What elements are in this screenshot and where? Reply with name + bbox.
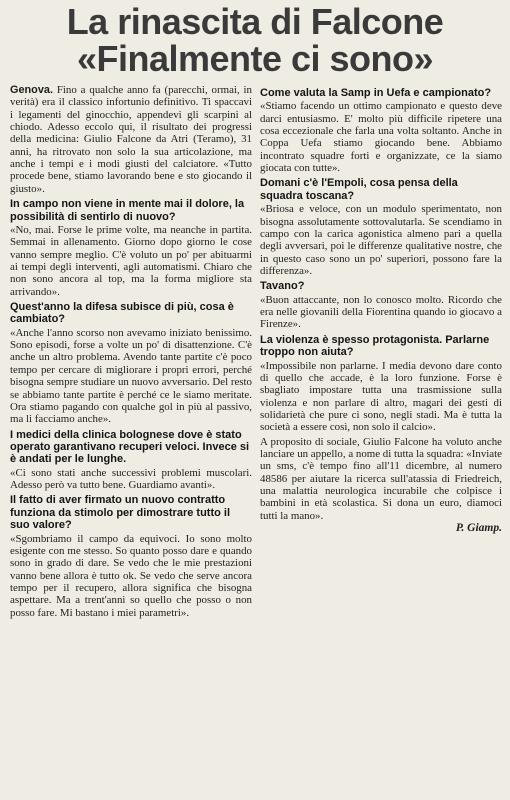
answer-2: «Anche l'anno scorso non avevamo iniziato benissimo. Sono episodi, forse a volte un po' di disattenzione. C'è anche un altro problema. Avendo tante partite c'è poco tempo per cercare di migliorare i propri errori, perché bisogna sempre studiare un nuovo avversario. Del resto se abbiamo tante partite è perché ce le siamo meritate. Ora stiamo pagando con qualche gol in più al passivo, ma li facciamo anche».	[10, 326, 252, 426]
author-signature: P. Giamp.	[455, 522, 502, 535]
question-2: Quest'anno la difesa subisce di più, cosa è cambiato?	[10, 300, 234, 326]
question-6: Domani c'è l'Empoli, cosa pensa della squadra toscana?	[260, 177, 458, 202]
intro-paragraph	[10, 84, 252, 195]
headline	[10, 1, 500, 79]
answer-4: «Sgombriamo il campo da equivoci. Io sono molto esigente con me stesso. So quanto posso dare e quando sono in grado di dare. Se vedo che le mie prestazioni vanno bene allora è tutto ok. Se vedo che serve ancora tempo per il recupero, allora significa che bisogna aspettare. Ma a trent'anni so quello che posso o non posso fare. Mi bastano i miei parametri».	[10, 532, 252, 619]
answer-6: «Briosa e veloce, con un modulo sperimentato, non bisogna assolutamente sottovalutarla. Se scendiamo in campo con la carica agonistica almeno pari a quella degli avversari, poi le differenze qualitative nostre, che in questo caso sono un po' superiori, possono fare la differenza».	[260, 203, 502, 277]
column-right	[260, 84, 502, 796]
question-8: La violenza è spesso protagonista. Parlarne troppo non aiuta?	[260, 333, 490, 359]
answer-7: «Buon attaccante, non lo conosco molto. Ricordo che era nelle giovanili della Fiorentina quando io giocavo a Firenze».	[260, 293, 502, 331]
headline-line-1: La rinascita di Falcone	[66, 1, 444, 42]
question-3: I medici della clinica bolognese dove è stato operato garantivano recuperi veloci. Invece si è andati per le lunghe.	[10, 428, 250, 466]
question-7: Tavano?	[260, 280, 305, 293]
intro-text: Fino a qualche anno fa (parecchi, ormai, in verità) era il classico infortunio definitivo. Ti spaccavi i legamenti del ginocchio, appendevi gli scarpini al chiodo. Adesso eccolo qui, il risultato dei progressi della medicina: Giulio Falcone da Atri (Teramo), 31 anni, ha ritrovato non solo la sua articolazione, ma anche i tempi e i modi giusti del calciatore. «Tutto procede bene, stiamo lavorando bene e sto giocando il giusto».	[10, 84, 252, 195]
question-4: Il fatto di aver firmato un nuovo contratto funziona da stimolo per dimostrare tutto il suo valore?	[10, 494, 231, 532]
column-left	[10, 84, 252, 796]
headline-line-2: «Finalmente ci sono»	[76, 37, 434, 79]
question-1: In campo non viene in mente mai il dolore, la possibilità di sentirlo di nuovo?	[10, 198, 245, 223]
closing-paragraph: A proposito di sociale, Giulio Falcone ha voluto anche lanciare un appello, a nome di tutta la squadra: «Inviate un sms, c'è tempo fino all'11 dicembre, al numero 48586 per aiutare la ricerca sull'atassia di Friedreich, una malattia neurologica incurabile che colpisce i bambini in età scolastica. Si dona un euro, diamoci tutti la mano».	[260, 435, 502, 522]
answer-8: «Impossibile non parlarne. I media devono dare conto di quello che accade, è la loro funzione. Forse è sbagliato impostare tutta una trasmissione sulla violenza e non parlare di altro, magari dei gesti di solidarietà che pure ci sono, negli stadi. Ma è tutta la società a essere così, non solo il calcio».	[260, 359, 502, 434]
answer-5: «Stiamo facendo un ottimo campionato e questo deve darci entusiasmo. E' molto più difficile ripetere una cosa eccezionale che farla una volta soltanto. Anche in Coppa Uefa stiamo giocando bene. Abbiamo incontrato squadre forti e organizzate, ce la siamo giocata con tutte».	[260, 100, 502, 175]
dateline: Genova.	[10, 84, 53, 96]
answer-1: «No, mai. Forse le prime volte, ma neanche in partita. Semmai in allenamento. Giorno dopo giorno le cose vanno sempre meglio. C'è voluto un po' per abituarmi ai tempi degli interventi, agli automatismi. Chiaro che non sono ancora al top, ma la forma migliore sta arrivando».	[10, 223, 252, 298]
article-body	[10, 84, 502, 796]
question-5: Come valuta la Samp in Uefa e campionato?	[260, 87, 492, 99]
answer-3: «Ci sono stati anche successivi problemi muscolari. Adesso però va tutto bene. Guardiamo avanti».	[10, 466, 252, 492]
